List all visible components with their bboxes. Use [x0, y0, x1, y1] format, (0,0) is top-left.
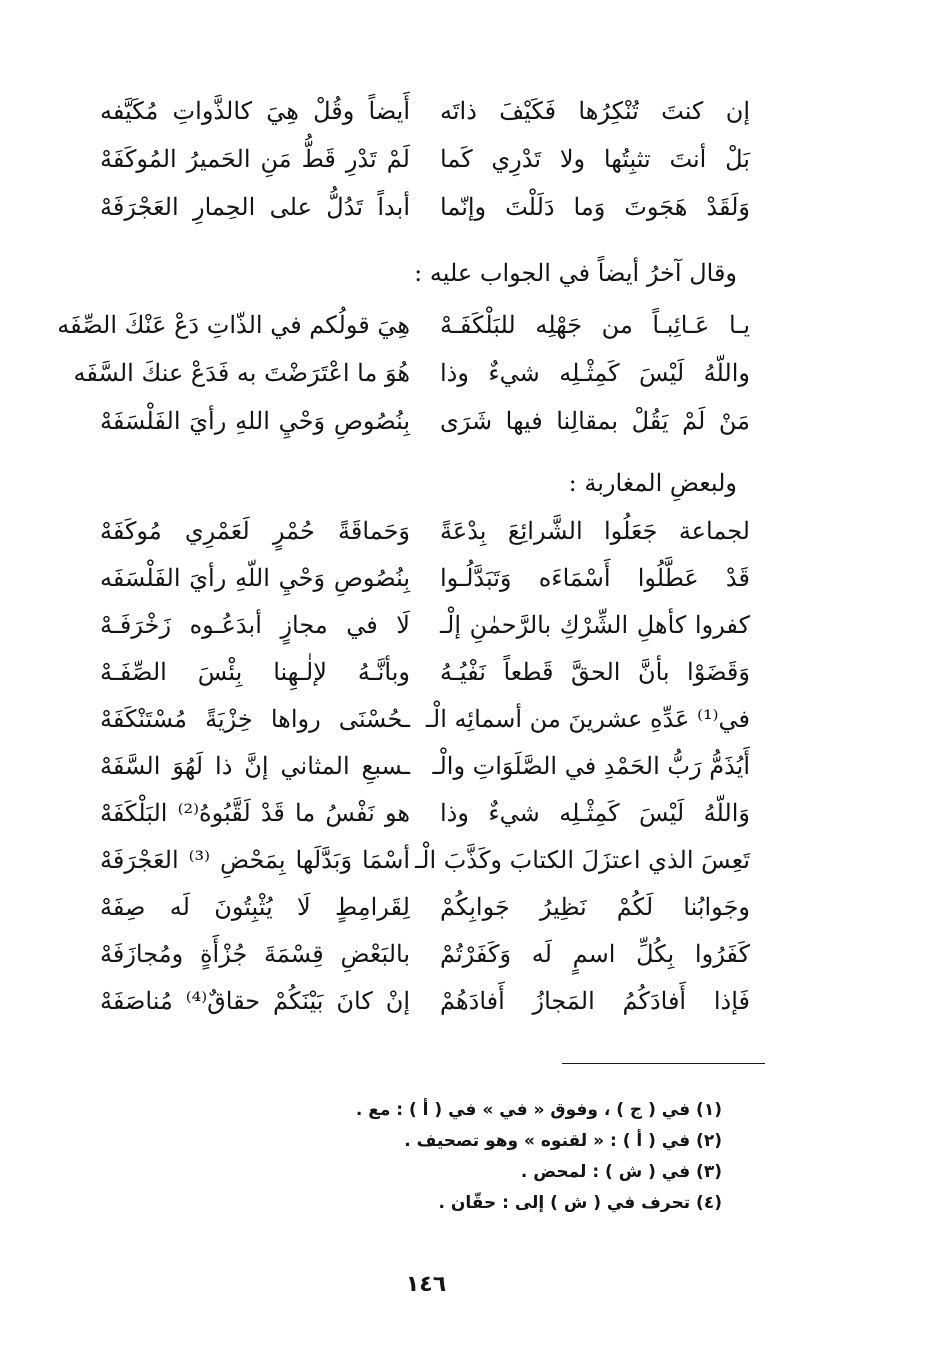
poem-verse	[100, 837, 750, 883]
verse-first-hemistich: كَفَرُوا بِكُلِّ اسمٍ لَه وَكَفَرْتُمْ	[440, 940, 750, 968]
poem-verse	[100, 649, 750, 695]
poem-verse	[100, 790, 750, 836]
poem-verse	[100, 88, 750, 134]
verse-second-hemistich: وَحَماقَةً حُمْرٍ لَعَمْرِي مُوكَفَهْ	[100, 517, 410, 545]
verse-first-hemistich: كفروا كأهلِ الشِّرْكِ بالرَّحمٰنِ إلْـ	[440, 611, 750, 639]
poem-verse	[73, 350, 750, 396]
verse-second-hemistich: إنْ كانَ بَيْنَكُمْ حقاقٌ⁽⁴⁾ مُناصَفَهْ	[100, 987, 410, 1015]
verse-second-hemistich: بِنُصُوصِ وَحْيِ اللهِ رأيَ الفَلْسَفَهْ	[100, 407, 410, 435]
verse-second-hemistich: ـسبعِ المثاني إنَّ ذا لَهُوَ السَّفَهْ	[100, 752, 410, 780]
verse-second-hemistich: هو نَفْسُ ما قَدْ لَقَّبُوهُ⁽²⁾ البَلْكَفَهْ	[100, 799, 410, 827]
verse-first-hemistich: تَعِسَ الذي اعتزَلَ الكتابَ وكَذَّبَ الْـ	[415, 846, 750, 874]
verse-first-hemistich: وَلَقَدْ هَجَوتَ وَما دَلَلْتَ وإنّما	[440, 193, 750, 221]
verse-second-hemistich: لِقَرامِطٍ لَا يُثْبِتُونَ لَه صِفَهْ	[100, 893, 410, 921]
verse-first-hemistich: وَقَضَوْا بأنَّ الحقَّ قَطعاً نَفْيُـهُ	[440, 658, 750, 686]
verse-first-hemistich: فَإذا أَفادَكُمُ المَجازُ أَفادَهُمْ	[440, 987, 750, 1015]
poem-verse	[100, 602, 750, 648]
verse-second-hemistich: ـحُسْنَى رواها خِزْيَةً مُسْتَنْكَفَهْ	[100, 705, 410, 733]
verse-second-hemistich: أبداً تَدُلُّ على الحِمارِ العَجْرَفَهْ	[100, 193, 410, 221]
poem-verse	[100, 978, 750, 1024]
verse-second-hemistich: بِنُصُوصِ وَحْيِ اللّهِ رأيَ الفَلْسَفَه	[100, 564, 410, 592]
poem-verse	[100, 931, 750, 977]
verse-first-hemistich: إن كنتَ تُنْكِرُها فَكَيْفَ ذاتَه	[440, 97, 750, 125]
verse-first-hemistich: بَلْ أنتَ تثبِتُها ولا تَدْرِي كَما	[440, 145, 750, 173]
section-heading: ولبعضِ المغاربة :	[568, 469, 737, 497]
verse-second-hemistich: لَا في مجازٍ أبدَعُـوه زَخْرَفَـهْ	[100, 611, 410, 639]
verse-first-hemistich: يـا عَـائِبـاً من جَهْلِه للبَلْكَفَـهْ	[440, 311, 750, 339]
poem-verse	[100, 398, 750, 444]
poem-verse	[100, 884, 750, 930]
verse-first-hemistich: أَيُذَمُّ رَبُّ الحَمْدِ في الصَّلَوَاتِ والْـ	[432, 752, 750, 780]
poem-verse	[100, 696, 750, 742]
verse-second-hemistich: هُوَ ما اعْتَرَضْتَ به فَدَعْ عنكَ السَّفَه	[73, 359, 410, 387]
poem-verse	[100, 508, 750, 554]
verse-second-hemistich: أَيضاً وقُلْ هِيَ كالذَّواتِ مُكَيَّفه	[100, 97, 410, 125]
poem-verse	[100, 184, 750, 230]
poem-verse	[100, 743, 750, 789]
verse-first-hemistich: وجَوابُنا لَكُمْ نَظِيرُ جَوابِكُمْ	[440, 893, 750, 921]
verse-second-hemistich: أسْمَا وَبَدَّلَها بِمَحْضِ ⁽³⁾ العَجْرَفَهْ	[100, 846, 411, 874]
footnote: (١) في ( ج ) ، وفوق « في » في ( أ ) : مع .	[355, 1100, 722, 1120]
verse-second-hemistich: لَمْ تَدْرِ قَطُّ مَنِ الحَميرُ المُوكَفَهْ	[100, 145, 410, 173]
verse-first-hemistich: وَاللّهُ لَيْسَ كَمِثْـلِه شيءٌ وذا	[440, 799, 750, 827]
verse-first-hemistich: واللّهُ لَيْسَ كَمِثْـلِه شيءٌ وذا	[440, 359, 750, 387]
verse-first-hemistich: في⁽¹⁾ عَدِّهِ عشرينَ من أسمائِه الْـ	[425, 705, 750, 733]
page-number: ١٤٦	[405, 1272, 447, 1297]
verse-first-hemistich: مَنْ لَمْ يَقُلْ بمقالِنا فيها شَرَى	[440, 407, 750, 435]
footnote: (٣) في ( ش ) : لمحض .	[520, 1162, 722, 1182]
footnote: (٤) تحرف في ( ش ) إلى : حقّان .	[438, 1193, 722, 1213]
poem-verse	[100, 555, 750, 601]
verse-first-hemistich: قَدْ عَطَّلُوا أَسْمَاءَه وَتَبَدَّلُـوا	[440, 564, 750, 592]
section-heading: وقال آخرُ أيضاً في الجواب عليه :	[414, 259, 737, 287]
poem-verse	[100, 136, 750, 182]
verse-second-hemistich: بالبَعْضِ قِسْمَةَ جُزْأَةٍ ومُجازَفَهْ	[100, 940, 410, 968]
footnote-separator	[562, 1063, 765, 1064]
verse-second-hemistich: وبأنَّـهُ لإلٰـهِنا بِئْسَ الصِّفَـهْ	[100, 658, 410, 686]
footnotes	[222, 1095, 722, 1219]
footnote: (٢) في ( أ ) : « لقنوه » وهو تصحيف .	[404, 1131, 722, 1151]
verse-first-hemistich: لجماعة جَعَلُوا الشَّرائِعَ بِدْعَةً	[440, 517, 750, 545]
verse-second-hemistich: هِيَ قولُكم في الذّاتِ دَعْ عَنْكَ الصِّفَه	[57, 311, 410, 339]
poem-verse	[57, 302, 750, 348]
